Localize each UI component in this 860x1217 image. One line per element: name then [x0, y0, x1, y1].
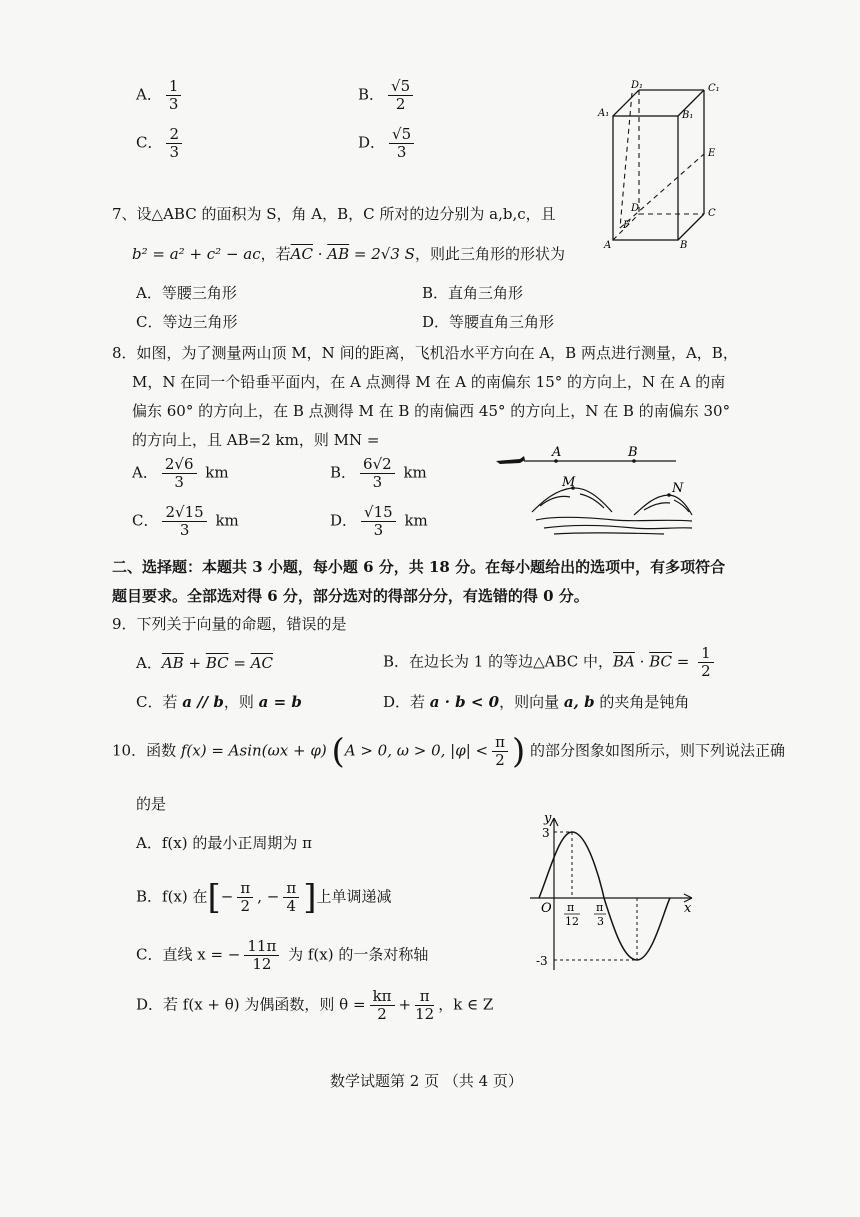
q9-stem: 9．下列关于向量的命题，错误的是	[112, 615, 347, 633]
q9-option-c: C．若 a // b，则 a = b	[136, 693, 302, 711]
label-e: E	[708, 148, 716, 159]
label-f: F	[623, 220, 630, 231]
graph-y-min: -3	[536, 954, 548, 968]
label-m: M	[562, 475, 576, 490]
q8-option-d: D． $\frac{√15}{3}$ km	[330, 503, 428, 539]
q10-option-b: B．f(x) 在[− $\frac{\pi}{2}$ , − $\frac{\pi}{4}$ ]上单调递减	[136, 877, 392, 918]
sine-curve	[539, 832, 670, 960]
graph-y-label: y	[544, 811, 552, 826]
q6-option-c: C． $\frac{2}{3}$	[136, 126, 186, 161]
q8-option-c: C． $\frac{2√15}{3}$ km	[132, 503, 239, 539]
q10-stem-line2: 的是	[136, 795, 167, 813]
q7-option-c: C．等边三角形	[136, 313, 238, 331]
q9-option-a: A．$\overline{AB} + \overline{BC} = \overline{AC}$	[136, 654, 274, 672]
q7-option-a: A．等腰三角形	[136, 284, 237, 302]
q10-option-c: C．直线 x = − $\frac{11\pi}{12}$ 为 f(x) 的一条对称轴	[136, 937, 429, 973]
label-d: D	[631, 203, 640, 214]
graph-origin: O	[541, 901, 552, 916]
label-c1: C₁	[708, 83, 720, 94]
label-b: B	[680, 240, 688, 251]
q7-option-d: D．等腰直角三角形	[422, 313, 555, 331]
label-c: C	[708, 208, 716, 219]
graph-x-label: x	[684, 901, 692, 916]
q10-option-a: A．f(x) 的最小正周期为 π	[136, 834, 312, 852]
q8-stem-line4: 的方向上，且 AB=2 km，则 MN =	[132, 431, 380, 449]
graph-tick2-num: π	[596, 901, 604, 914]
sine-graph	[524, 810, 704, 980]
q8-stem-line2: M，N 在同一个铅垂平面内，在 A 点测得 M 在 A 的南偏东 15° 的方向上，N 在 A 的南	[132, 373, 726, 391]
q6-option-d: D． $\frac{√5}{3}$	[358, 126, 418, 161]
graph-tick1-den: 12	[565, 915, 579, 928]
q8-option-a: A． $\frac{2√6}{3}$ km	[132, 455, 229, 491]
q6-option-b: B． $\frac{√5}{2}$	[358, 78, 417, 113]
label-n: N	[672, 481, 684, 496]
q10-stem-line1: 10．函数 f(x) = Asin(ωx + φ) (A > 0, ω > 0, |φ| < $\frac{\pi}{2}$ ) 的部分图象如图所示，则下列说法正确	[112, 731, 786, 772]
label-b1: B₁	[682, 110, 694, 121]
graph-tick2-den: 3	[597, 915, 604, 928]
label-a-point: A	[552, 445, 562, 460]
q7-stem-line1: 7、设△ABC 的面积为 S，角 A，B，C 所对的边分别为 a,b,c，且	[112, 205, 556, 223]
section2-heading-line1: 二、选择题：本题共 3 小题，每小题 6 分，共 18 分。在每小题给出的选项中，有多项符合	[112, 558, 726, 576]
mountain-figure	[494, 440, 694, 535]
q7-option-b: B．直角三角形	[422, 284, 524, 302]
q9-option-d: D．若 a · b < 0，则向量 a, b 的夹角是钝角	[383, 693, 690, 711]
graph-y-max: 3	[542, 826, 550, 840]
q9-option-b: B．在边长为 1 的等边△ABC 中，$\overline{BA} \cdot \overline{BC}$ = $\frac{1}{2}$	[383, 645, 718, 680]
airplane-icon	[496, 456, 525, 464]
q8-option-b: B． $\frac{6√2}{3}$ km	[330, 455, 427, 491]
section2-heading-line2: 题目要求。全部选对得 6 分，部分选对的得部分分，有选错的得 0 分。	[112, 587, 589, 605]
q10-option-d: D．若 f(x + θ) 为偶函数，则 θ = $\frac{k\pi}{2}$ + $\frac{\pi}{12}$ ，k ∈ Z	[136, 987, 494, 1023]
graph-tick1-num: π	[567, 901, 575, 914]
label-a: A	[604, 240, 612, 251]
q8-stem-line3: 偏东 60° 的方向上，在 B 点测得 M 在 B 的南偏西 45° 的方向上，N 在 B 的南偏东 30°	[132, 402, 731, 420]
label-b-point: B	[628, 445, 638, 460]
q7-stem-line2: b² = a² + c² − ac，若$\overline{AC} \cdot \overline{AB} = 2√3$ S，则此三角形的形状为	[132, 245, 565, 263]
page-footer: 数学试题第 2 页 （共 4 页）	[330, 1072, 523, 1090]
prism-figure	[596, 78, 736, 253]
q8-stem-line1: 8．如图，为了测量两山顶 M，N 间的距离，飞机沿水平方向在 A，B 两点进行测量，A，B，	[112, 344, 738, 362]
label-d1: D₁	[631, 80, 644, 91]
q6-option-a: A． $\frac{1}{3}$	[136, 78, 185, 113]
label-a1: A₁	[598, 108, 610, 119]
